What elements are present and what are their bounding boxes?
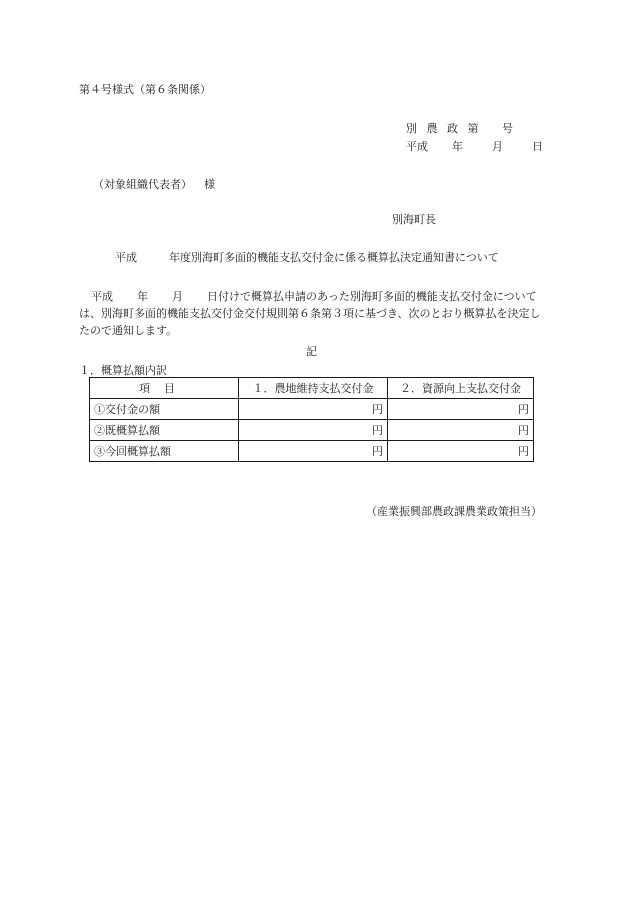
form-number: 第４号様式（第６条関係）	[79, 83, 211, 96]
header-farmland-maintenance: １．農地維持支払交付金	[239, 378, 388, 399]
date-era: 平成	[406, 140, 428, 153]
recipient	[93, 176, 215, 192]
amount-cell: 円	[239, 420, 388, 441]
amount-cell: 円	[239, 399, 388, 420]
section-title: １．概算払額内訳	[79, 364, 167, 377]
table-row	[90, 399, 534, 420]
notice-title	[115, 249, 499, 265]
row-label: ②既概算払額	[90, 420, 239, 441]
amount-cell: 円	[388, 441, 534, 462]
row-label: ③今回概算払額	[90, 441, 239, 462]
table-row	[90, 441, 534, 462]
document-number-prefix: 別 農 政 第	[406, 122, 482, 135]
recipient-honorific: 様	[204, 178, 215, 191]
date-month: 月	[492, 140, 503, 153]
body-year: 年	[137, 290, 148, 303]
body-month: 月	[172, 290, 183, 303]
document-number-suffix: 号	[502, 122, 513, 135]
table-header-row	[90, 378, 534, 399]
body-text: 日付けで概算払申請のあった別海町多面的機能支払交付金については、別海町多面的機能支払交付金交付規則第６条第３項に基づき、次のとおり概算払を決定したので通知します。	[79, 290, 541, 337]
title-era: 平成	[115, 251, 137, 264]
amount-cell: 円	[239, 441, 388, 462]
sender: 別海町長	[392, 213, 436, 226]
amount-cell: 円	[388, 399, 534, 420]
amount-cell: 円	[388, 420, 534, 441]
date-year: 年	[452, 140, 463, 153]
date-day: 日	[532, 140, 543, 153]
table-row	[90, 420, 534, 441]
breakdown-table	[89, 377, 534, 462]
issue-date	[406, 138, 543, 154]
title-text: 年度別海町多面的機能支払交付金に係る概算払決定通知書について	[169, 251, 499, 264]
document-number	[406, 120, 513, 136]
row-label: ①交付金の額	[90, 399, 239, 420]
body-era: 平成	[91, 290, 113, 303]
recipient-name: （対象組織代表者）	[93, 178, 192, 191]
header-resource-improvement: ２．資源向上支払交付金	[388, 378, 534, 399]
department: （産業振興部農政課農業政策担当）	[366, 505, 542, 518]
header-item: 項目	[90, 378, 239, 399]
ki-heading: 記	[306, 345, 317, 358]
notice-body	[79, 288, 549, 339]
